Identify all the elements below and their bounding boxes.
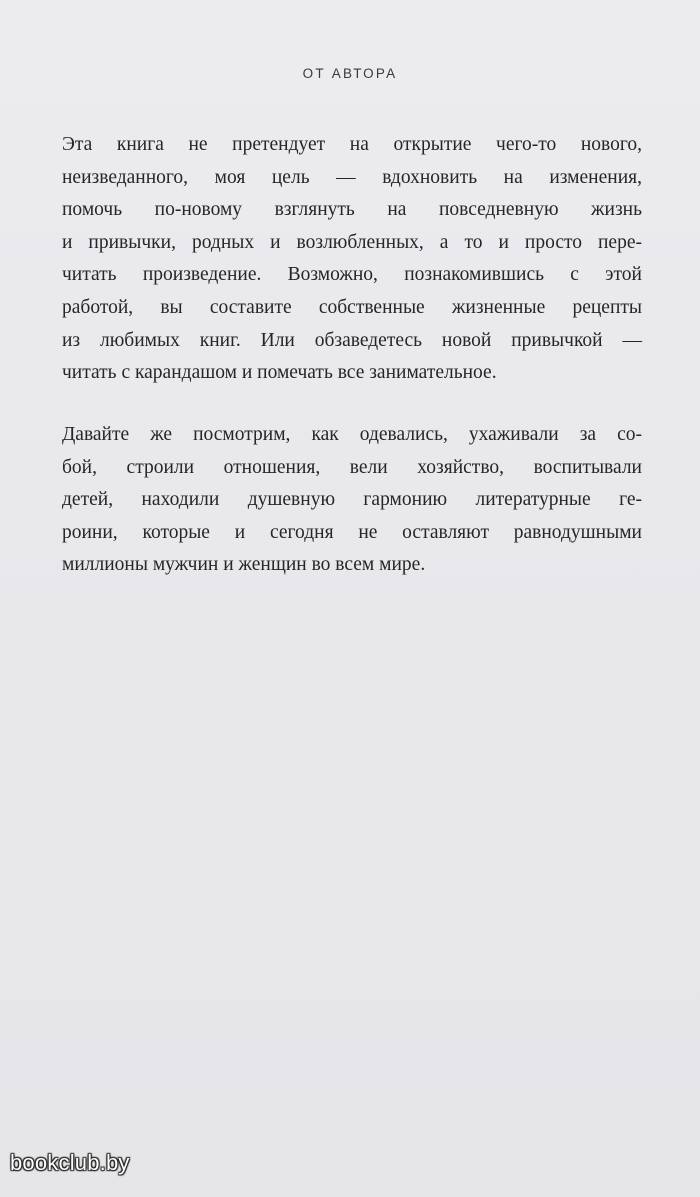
text-line: Эта книга не претендует на открытие чего-то нового, — [62, 134, 642, 155]
text-line: работой, вы составите собственные жизненные рецепты — [62, 296, 642, 318]
text-line: Давайте же посмотрим, как одевались, ухаживали за со- — [62, 424, 642, 445]
text-line: читать с карандашом и помечать все занимательное. — [62, 362, 497, 384]
paragraph-2 — [62, 419, 642, 582]
text-line: бой, строили отношения, вели хозяйство, воспитывали — [62, 456, 642, 478]
paragraph-1 — [62, 129, 642, 390]
text-line: читать произведение. Возможно, познакомившись с этой — [62, 264, 642, 286]
text-line: помочь по-новому взглянуть на повседневную жизнь — [62, 199, 642, 221]
text-line: из любимых книг. Или обзаведетесь новой привычкой — — [62, 329, 642, 351]
watermark: bookclub.by — [10, 1150, 130, 1175]
text-line: и привычки, родных и возлюбленных, а то и просто пере- — [62, 231, 642, 253]
running-head: ОТ АВТОРА — [302, 66, 398, 81]
text-line: миллионы мужчин и женщин во всем мире. — [62, 554, 426, 576]
text-line: неизведанного, моя цель — вдохновить на изменения, — [62, 166, 642, 188]
text-line: роини, которые и сегодня не оставляют равнодушными — [62, 521, 642, 543]
text-line: детей, находили душевную гармонию литературные ге- — [62, 489, 642, 511]
